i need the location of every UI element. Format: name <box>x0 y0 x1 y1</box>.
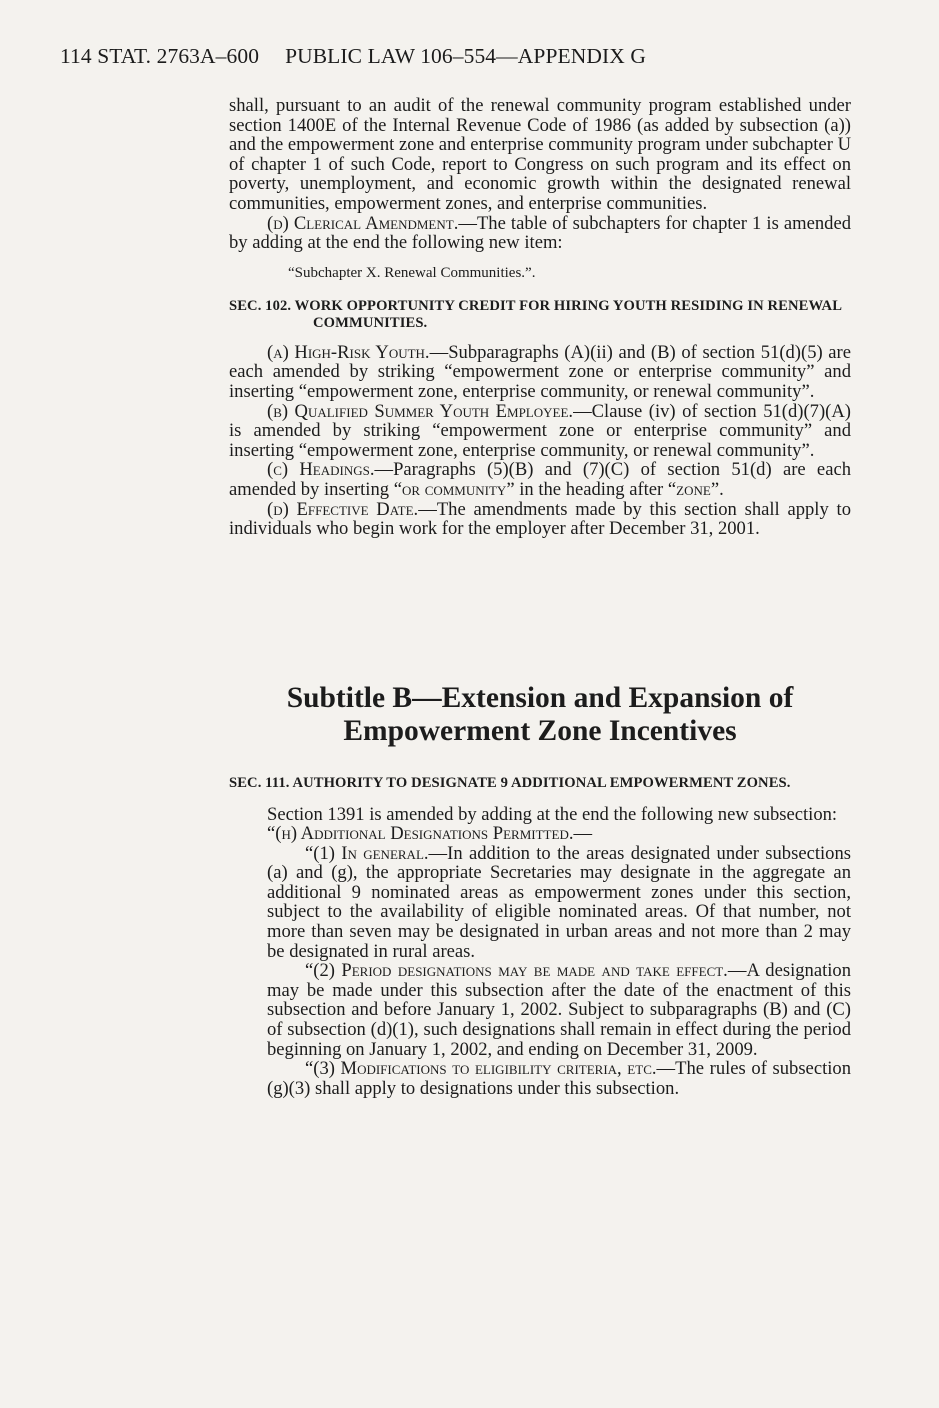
subsection-h-dash: — <box>573 823 593 845</box>
clerical-amendment-label: (d) Clerical Amendment. <box>267 212 459 234</box>
sec-102-a-text: —Subparagraphs (A)(ii) and (B) of section 51(d)(5) are each amended by striking “empowerment zone or enterprise community” and inserting “empowerment zone, enterprise community, or renewal community”. <box>229 341 851 402</box>
sec-102-b-paragraph <box>229 402 851 461</box>
sec-111-intro-paragraph: Section 1391 is amended by adding at the end the following new subsection: <box>267 803 838 825</box>
sec-102-d-text: —The amendments made by this section shall apply to individuals who begin work for the employer after December 31, 2001. <box>229 498 851 540</box>
sec-102-b-text: —Clause (iv) of section 51(d)(7)(A) is amended by striking “empowerment zone or enterprise community” and inserting “empowerment zone, enterprise community, or renewal community”. <box>229 400 851 461</box>
paragraph-2 <box>229 961 851 1059</box>
paragraph-3-text: —The rules of subsection (g)(3) shall apply to designations under this subsection. <box>267 1058 851 1099</box>
table-item: “Subchapter X. Renewal Communities.”. <box>288 264 536 281</box>
paragraph-1-label: “(1) In general. <box>305 842 429 864</box>
sec-102-c-text-3: ”. <box>710 478 724 500</box>
sec-102-d-label: (d) Effective Date. <box>267 498 419 520</box>
paragraph-2-text: —A designation may be made under this subsection after the date of the enactment of this subsection and before January 1, 2002. Subject to subparagraphs (B) and (C) of subsection (d)(1), such designations shall remain in effect during the period beginning on January 1, 2002, and ending on December 31, 2009. <box>267 960 852 1060</box>
subtitle-line-2: Empowerment Zone Incentives <box>343 715 737 747</box>
clerical-amendment-paragraph <box>229 214 851 253</box>
sec-102-c-label: (c) Headings. <box>267 459 375 481</box>
sec-102-c-text-2: ” in the heading after “ <box>506 478 677 500</box>
stat-citation: 114 STAT. 2763A–600 <box>60 44 260 68</box>
sec-102-d-paragraph <box>229 500 851 539</box>
intro-paragraph: shall, pursuant to an audit of the renewal community program established under section 1400E of the Internal Revenue Code of 1986 (as added by subsection (a)) and the empowerment zone and enterprise community program under subchapter U of chapter 1 of such Code, report to Congress on such program and its effect on poverty, unemployment, and economic growth within the designated renewal communities, empowerment zones, and enterprise communities. <box>229 95 851 214</box>
sec-102-c-paragraph <box>229 460 851 499</box>
paragraph-3 <box>229 1059 851 1098</box>
upper-text-column <box>229 96 851 539</box>
sec-102-heading: SEC. 102. WORK OPPORTUNITY CREDIT FOR HIRING YOUTH RESIDING IN RENEWAL COMMUNITIES. <box>229 297 842 332</box>
sec-111-heading: SEC. 111. AUTHORITY TO DESIGNATE 9 ADDITIONAL EMPOWERMENT ZONES. <box>229 775 791 791</box>
sec-102-a-label: (a) High-Risk Youth. <box>267 341 430 363</box>
subtitle-line-1: Subtitle B—Extension and Expansion of <box>286 682 794 714</box>
clerical-amendment-text: —The table of subchapters for chapter 1 is amended by adding at the end the following new item: <box>229 212 851 254</box>
paragraph-2-label: “(2) Period designations may be made and take effect. <box>305 960 728 982</box>
sec-102-b-label: (b) Qualified Summer Youth Employee. <box>267 400 574 422</box>
paragraph-3-label: “(3) Modifications to eligibility criteria, etc. <box>305 1058 657 1080</box>
sec-102-a-paragraph <box>229 343 851 402</box>
law-title: PUBLIC LAW 106–554—APPENDIX G <box>285 44 646 68</box>
paragraph-1-text: —In addition to the areas designated under subsections (a) and (g), the appropriate Secretaries may designate in the aggregate an additional 9 nominated areas as empowerment zones under this section, subject to the availability of eligible nominated areas. Of that number, not more than seven may be designated in urban areas and not more than 2 may be designated in rural areas. <box>267 842 851 962</box>
subsection-h-label: “(h) Additional Designations Permitted. <box>267 823 574 845</box>
sec-102-c-smallcaps-1: or community <box>401 478 507 500</box>
paragraph-1 <box>229 844 851 962</box>
lower-text-column <box>229 775 851 1098</box>
subsection-h-heading <box>229 824 851 844</box>
running-header <box>60 44 672 69</box>
sec-102-c-smallcaps-2: zone <box>676 478 711 500</box>
sec-102-c-text-1: —Paragraphs (5)(B) and (7)(C) of section 51(d) are each amended by inserting “ <box>229 459 851 500</box>
subtitle-heading <box>229 682 851 748</box>
